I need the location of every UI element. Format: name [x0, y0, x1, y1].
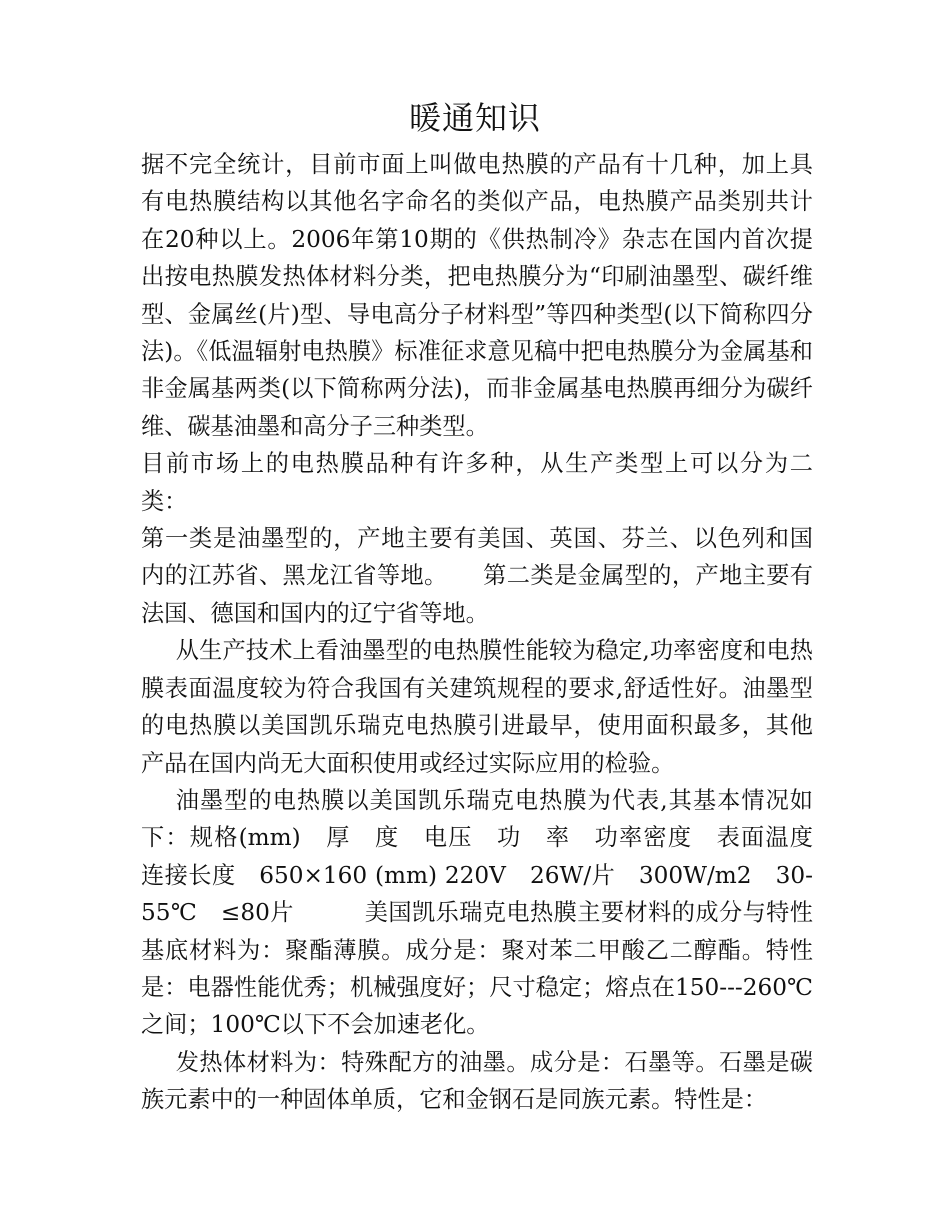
page-title: 暖通知识	[408, 99, 541, 137]
paragraph: 目前市场上的电热膜品种有许多种，从生产类型上可以分为二类：	[141, 450, 813, 515]
paragraph: 据不完全统计，目前市面上叫做电热膜的产品有十几种，加上具有电热膜结构以其他名字命名的类似产品，电热膜产品类别共计在20种以上。2006年第10期的《供热制冷》杂志在国内首次提出按电热膜发热体材料分类，把电热膜分为“印刷油墨型、碳纤维型、金属丝(片)型、导电高分子材料型”等四种类型(以下简称四分法)。《低温辐射电热膜》标准征求意见稿中把电热膜分为金属基和非金属基两类(以下简称两分法)，而非金属基电热膜再细分为碳纤维、碳基油墨和高分子三种类型。	[141, 151, 813, 440]
paragraph: 油墨型的电热膜以美国凯乐瑞克电热膜为代表,其基本情况如下：规格(mm) 厚 度 电压 功 率 功率密度 表面温度 连接长度 650×160 (mm) 220V 26W/片 300W/m2 30-55℃ ≤80片 美国凯乐瑞克电热膜主要材料的成分与特性 基底材料为：聚酯薄膜。成分是：聚对苯二甲酸乙二醇酯。特性是：电器性能优秀；机械强度好；尺寸稳定；熔点在150---260℃之间；100℃以下不会加速老化。	[141, 786, 883, 1039]
document-body	[141, 146, 883, 1119]
paragraph: 从生产技术上看油墨型的电热膜性能较为稳定,功率密度和电热膜表面温度较为符合我国有关建筑规程的要求,舒适性好。油墨型的电热膜以美国凯乐瑞克电热膜引进最早，使用面积最多，其他产品在国内尚无大面积使用或经过实际应用的检验。	[141, 637, 813, 777]
paragraph: 第一类是油墨型的，产地主要有美国、英国、芬兰、以色列和国内的江苏省、黑龙江省等地。 第二类是金属型的，产地主要有法国、德国和国内的辽宁省等地。	[141, 525, 813, 627]
paragraph: 发热体材料为：特殊配方的油墨。成分是：石墨等。石墨是碳族元素中的一种固体单质，它和金钢石是同族元素。特性是：	[141, 1048, 813, 1114]
